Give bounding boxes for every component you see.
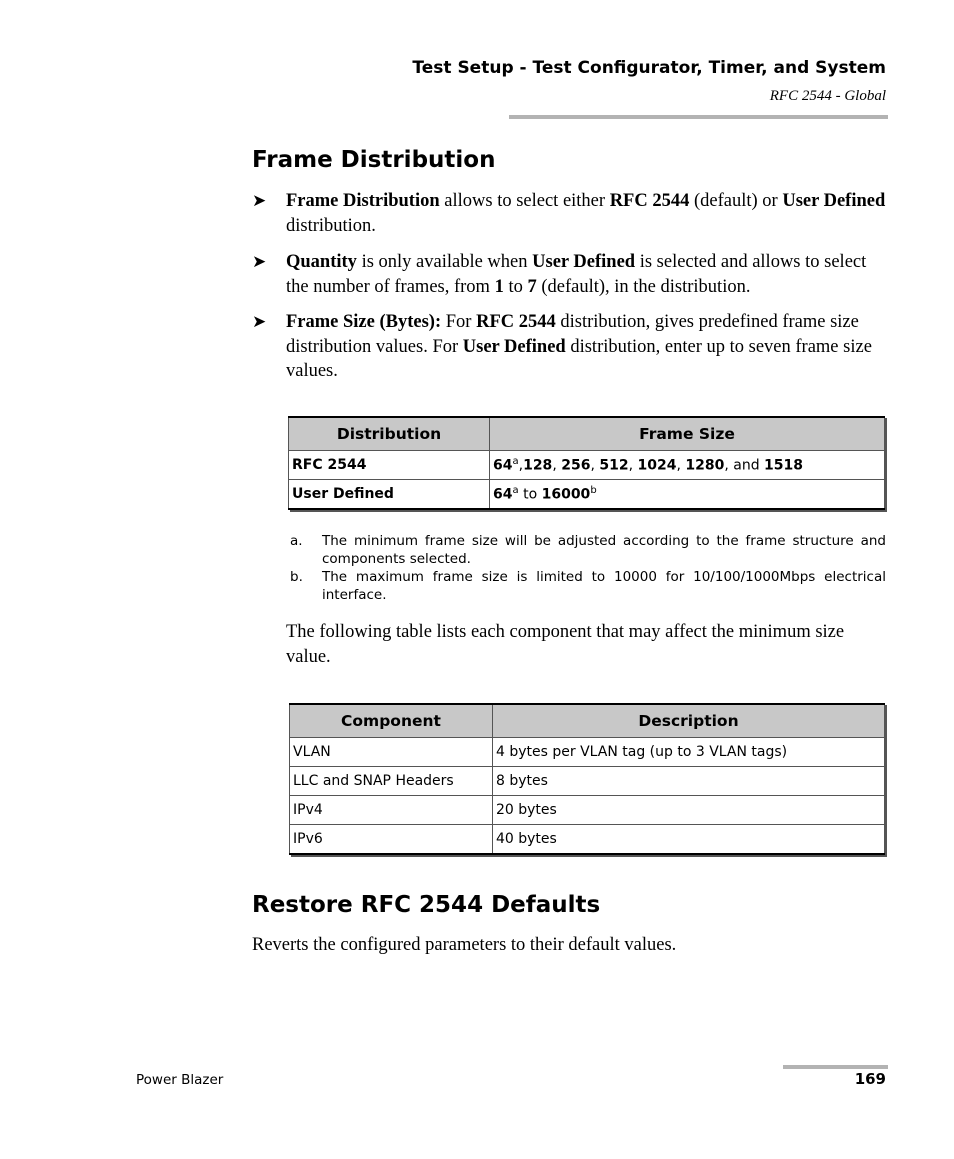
col-header-frame-size: Frame Size <box>490 417 885 451</box>
cell-component: IPv6 <box>290 825 493 855</box>
heading-frame-distribution: Frame Distribution <box>252 147 496 173</box>
header-rule <box>509 115 888 119</box>
cell-description: 20 bytes <box>493 796 885 825</box>
intro-paragraph: The following table lists each component that may affect the minimum size value. <box>286 622 845 667</box>
bullet-frame-distribution: ➤ Frame Distribution allows to select either RFC 2544 (default) or User Defined distribution. <box>252 191 886 236</box>
cell-component: LLC and SNAP Headers <box>290 767 493 796</box>
frame-size-table <box>288 416 885 510</box>
footer-product-name: Power Blazer <box>136 1072 224 1088</box>
cell-frame-size: 64$^a$,128, 256, 512, 1024, 1280, and 1518 <box>490 451 885 480</box>
table-row <box>290 825 885 855</box>
bullet-arrow-icon: ➤ <box>252 312 267 331</box>
bullet-quantity: ➤ Quantity is only available when User Defined is selected and allows to select the number of frames, from 1 to 7 (default), in the distribution. <box>252 252 867 297</box>
footnote-b: b. The maximum frame size is limited to 10000 for 10/100/1000Mbps electrical interface. <box>290 569 886 603</box>
table-row <box>290 738 885 767</box>
table-row <box>289 451 885 480</box>
table-row <box>290 767 885 796</box>
running-header-title: Test Setup - Test Configurator, Timer, and System <box>412 58 886 78</box>
col-header-component: Component <box>290 704 493 738</box>
cell-description: 40 bytes <box>493 825 885 855</box>
cell-distribution: RFC 2544 <box>289 451 490 480</box>
cell-description: 8 bytes <box>493 767 885 796</box>
bullet-frame-size: ➤ Frame Size (Bytes): For RFC 2544 distribution, gives predefined frame size distribution values. For User Defined distribution, enter up to seven frame size values. <box>252 312 872 381</box>
component-table <box>289 703 885 855</box>
bullet-arrow-icon: ➤ <box>252 252 267 271</box>
cell-distribution: User Defined <box>289 480 490 510</box>
col-header-description: Description <box>493 704 885 738</box>
cell-frame-size: 64$^a$ to 16000$^b$ <box>490 480 885 510</box>
running-header-subtitle: RFC 2544 - Global <box>769 88 886 104</box>
cell-component: IPv4 <box>290 796 493 825</box>
heading-restore-defaults: Restore RFC 2544 Defaults <box>252 892 601 918</box>
footnote-a: a. The minimum frame size will be adjusted according to the frame structure and components selected. <box>290 533 886 567</box>
cell-description: 4 bytes per VLAN tag (up to 3 VLAN tags) <box>493 738 885 767</box>
footer-rule <box>783 1065 888 1069</box>
page-number: 169 <box>854 1070 886 1088</box>
cell-component: VLAN <box>290 738 493 767</box>
col-header-distribution: Distribution <box>289 417 490 451</box>
bullet-arrow-icon: ➤ <box>252 191 267 210</box>
table-row <box>290 796 885 825</box>
table-row <box>289 480 885 510</box>
restore-description: Reverts the configured parameters to their default values. <box>252 935 677 955</box>
